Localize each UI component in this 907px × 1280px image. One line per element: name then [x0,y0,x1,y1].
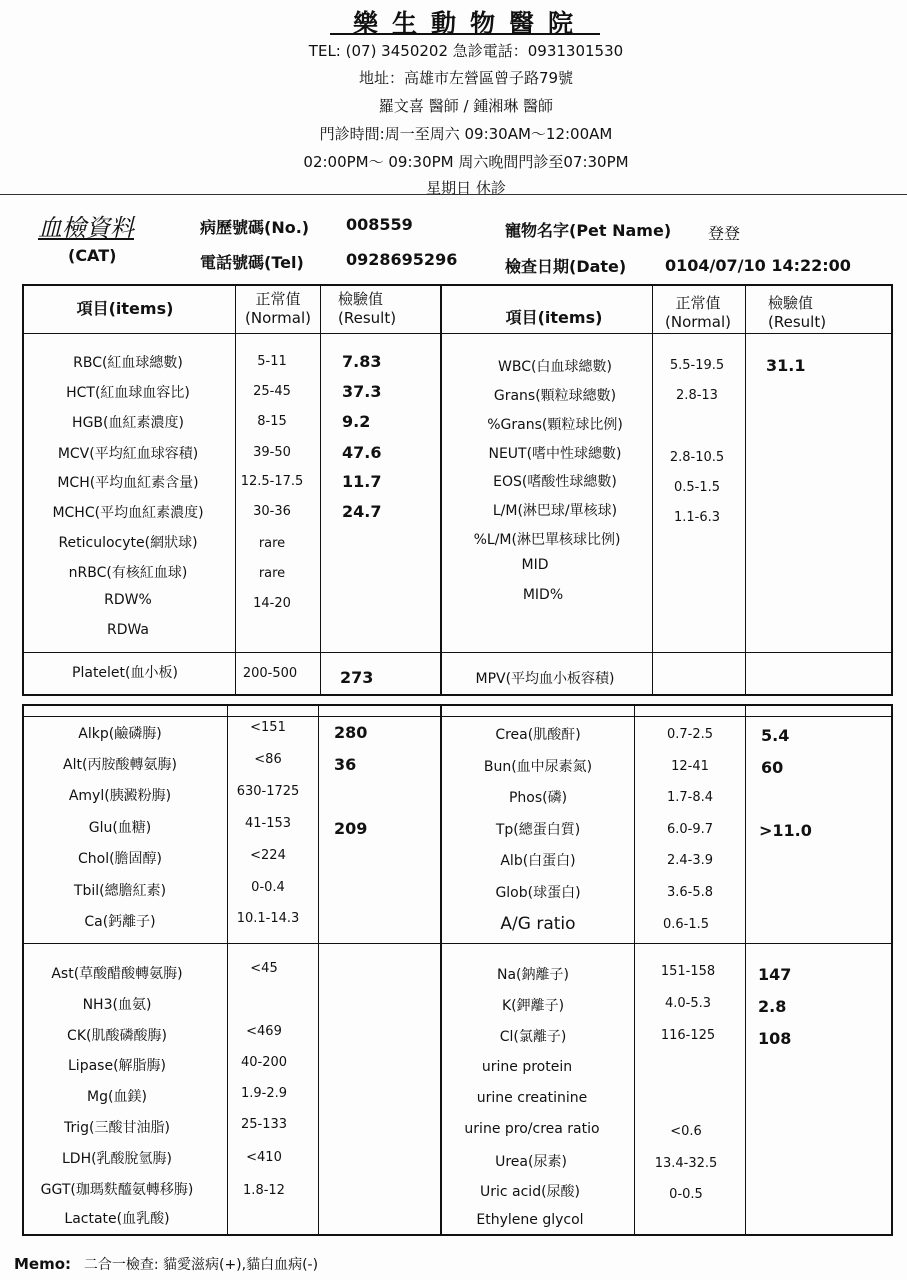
cbc-header-divider [22,333,893,334]
table-row-item: Mg(血鎂) [87,1089,147,1105]
table-row-result: 209 [334,819,368,838]
table-row-normal: rare [258,536,286,551]
table-row-normal: 1.8-12 [243,1183,285,1198]
table-row-result: 108 [758,1029,792,1048]
table-row-normal: 41-153 [244,816,292,831]
table-row-item: Cl(氯離子) [499,1029,567,1045]
table-row-normal: 1.9-2.9 [240,1086,288,1101]
table-row-result: 31.1 [766,356,806,375]
table-row-item: CK(肌酸磷酸脢) [67,1028,167,1044]
table-row-normal: 0-0.4 [251,880,285,895]
table-row-normal: <224 [250,848,286,863]
chem-section-divider [22,943,893,944]
platelet-result: 273 [340,668,374,687]
table-row-normal: 40-200 [240,1055,288,1070]
table-row-item: Crea(肌酸酐) [495,727,581,743]
table-row-normal: 3.6-5.8 [666,885,714,900]
table-row-item: L/M(淋巴球/單核球) [492,503,618,519]
phone-value: 0928695296 [346,250,458,269]
table-row-item: urine pro/crea ratio [464,1121,600,1137]
cbc-center-divider [440,284,442,696]
table-row-item: Bun(血中尿素氮) [483,759,593,775]
table-row-item: Na(鈉離子) [497,967,569,983]
table-row-result: 60 [761,758,784,777]
chem-col-divider [227,704,228,1236]
clinic-name: 樂生動物醫院 [352,9,588,38]
table-row-normal: 630-1725 [236,784,300,799]
memo-label: Memo: [14,1255,72,1273]
table-row-result: 47.6 [342,443,382,462]
table-row-item: HCT(紅血球血容比) [66,385,190,401]
table-row-item: Alt(丙胺酸轉氨脢) [63,757,177,773]
table-row-item: A/G ratio [500,914,576,934]
table-row-normal: 8-15 [257,414,287,429]
table-row-result: 5.4 [761,726,790,745]
species-label: (CAT) [68,246,117,265]
table-row-normal: <410 [246,1150,282,1165]
table-row-item: Tp(總蛋白質) [495,822,581,838]
table-row-normal: 10.1-14.3 [236,911,300,926]
pet-name-label: 寵物名字(Pet Name) [505,221,672,240]
table-row-normal: 14-20 [253,596,291,611]
table-row-result: 11.7 [342,472,382,491]
table-row-normal: 1.1-6.3 [673,510,721,525]
table-row-item: RDW% [104,592,152,608]
table-row-item: Alkp(鹼磷脢) [78,726,162,742]
cbc-col-divider [235,284,236,696]
table-row-result: 147 [758,965,792,984]
table-row-item: nRBC(有核紅血球) [68,565,188,581]
pet-name-value: 登登 [708,224,741,243]
table-row-item: Urea(尿素) [495,1154,567,1170]
table-row-item: MID% [522,587,564,603]
table-row-item: Lipase(解脂脢) [68,1058,166,1074]
header-result: 檢驗值 (Result) [768,294,827,331]
table-row-result: 7.83 [342,352,382,371]
table-row-normal: 12-41 [671,759,709,774]
table-row-normal: 25-45 [253,384,291,399]
table-row-normal: 25-133 [240,1117,288,1132]
table-row-item: RBC(紅血球總數) [73,355,183,371]
table-row-item: MCH(平均血紅素含量) [57,475,199,491]
header-result: 檢驗值 (Result) [338,290,397,327]
table-row-item: Lactate(血乳酸) [64,1211,170,1227]
cbc-platelet-divider [22,652,893,653]
table-row-item: Uric acid(尿酸) [479,1184,581,1200]
table-row-normal: <45 [250,961,278,976]
table-row-normal: <469 [246,1024,282,1039]
table-row-result: 36 [334,755,357,774]
record-no-value: 008559 [346,215,413,234]
table-row-item: urine protein [481,1059,573,1075]
table-row-normal: 39-50 [253,445,291,460]
table-row-result: 280 [334,723,368,742]
table-row-normal: 13.4-32.5 [654,1156,718,1171]
clinic-hours-1: 門診時間:周一至周六 09:30AM～12:00AM [319,125,613,143]
table-row-normal: 116-125 [660,1028,716,1043]
memo [14,1254,318,1274]
table-row-normal: <86 [254,752,282,767]
table-row-item: Ca(鈣離子) [84,914,156,930]
table-row-normal: <151 [250,720,286,735]
title-underline [330,33,600,35]
table-row-normal: 2.8-13 [676,388,718,403]
table-row-result: 37.3 [342,382,382,401]
table-row-normal: <0.6 [670,1124,702,1139]
table-row-item: Chol(膽固醇) [77,851,163,867]
table-row-item: %Grans(顆粒球比例) [487,417,623,433]
table-row-item: Phos(磷) [508,790,568,806]
table-row-normal: 4.0-5.3 [664,996,712,1011]
report-title: 血檢資料 [38,214,134,242]
table-row-normal: 12.5-17.5 [240,474,304,489]
clinic-hours-3: 星期日 休診 [426,179,506,197]
table-row-item: Reticulocyte(網狀球) [58,535,198,551]
table-row-normal: 0.6-1.5 [662,917,710,932]
table-row-item: Alb(白蛋白) [500,853,576,869]
table-row-normal: 6.0-9.7 [666,822,714,837]
table-row-item: NH3(血氨) [82,997,152,1013]
cbc-col-divider [652,284,653,696]
table-row-item: Grans(顆粒球總數) [493,388,617,404]
table-row-normal: 0.5-1.5 [673,480,721,495]
clinic-doctors: 羅文喜 醫師 / 鍾湘琳 醫師 [378,97,554,115]
table-row-item: EOS(嗜酸性球總數) [493,474,617,490]
table-row-item: WBC(白血球總數) [498,359,612,375]
table-row-item: Glob(球蛋白) [495,885,581,901]
cbc-col-divider [745,284,746,696]
table-row-item: Amyl(胰澱粉脢) [68,788,172,804]
clinic-hours-2: 02:00PM～ 09:30PM 周六晚間門診至07:30PM [303,153,629,171]
table-row-normal: 0.7-2.5 [666,727,714,742]
table-row-item: MID [521,557,549,573]
table-row-item: %L/M(淋巴單核球比例) [473,532,621,548]
header-normal: 正常值 (Normal) [665,294,731,331]
table-row-result: >11.0 [759,821,812,840]
table-row-result: 24.7 [342,502,382,521]
table-row-normal: 0-0.5 [669,1187,703,1202]
date-value: 0104/07/10 14:22:00 [665,256,851,275]
table-row-item: Tbil(總膽紅素) [73,883,167,899]
header-items: 項目(items) [76,299,174,318]
clinic-address: 地址：高雄市左營區曾子路79號 [358,69,574,87]
header-separator [0,194,907,195]
table-row-item: HGB(血紅素濃度) [72,415,184,431]
table-row-item: GGT(珈瑪麩醯氨轉移脢) [40,1182,194,1198]
table-row-result: 9.2 [342,412,371,431]
table-row-normal: rare [258,566,286,581]
chem-col-divider [318,704,319,1236]
header-normal: 正常值 (Normal) [245,290,311,327]
platelet-item: Platelet(血小板) [72,665,178,681]
table-row-normal: 5-11 [257,354,287,369]
table-row-normal: 2.8-10.5 [669,450,725,465]
header-items: 項目(items) [505,308,603,327]
table-row-result: 2.8 [758,997,787,1016]
chem-col-divider [634,704,635,1236]
record-no-label: 病歷號碼(No.) [200,218,310,237]
chem-top-rule [22,716,893,717]
table-row-item: LDH(乳酸脫氫脢) [61,1151,173,1167]
platelet-normal: 200-500 [242,666,298,681]
table-row-normal: 1.7-8.4 [666,790,714,805]
date-label: 檢查日期(Date) [505,257,627,276]
table-row-item: Glu(血糖) [88,820,152,836]
table-row-item: NEUT(嗜中性球總數) [488,446,622,462]
table-row-normal: 5.5-19.5 [669,358,725,373]
mpv-item: MPV(平均血小板容積) [475,671,615,687]
cbc-col-divider [320,284,321,696]
table-row-item: RDWa [106,622,150,638]
table-row-item: Ast(草酸醋酸轉氨脢) [51,966,183,982]
chem-col-divider [745,704,746,1236]
table-row-normal: 2.4-3.9 [666,853,714,868]
table-row-item: K(鉀離子) [501,998,565,1014]
chem-center-divider [440,704,442,1236]
table-row-item: urine creatinine [476,1090,588,1106]
table-row-item: Ethylene glycol [476,1212,584,1228]
table-row-item: Trig(三酸甘油脂) [64,1120,170,1136]
clinic-contact: TEL: (07) 3450202 急診電話：0931301530 [308,42,624,60]
table-row-item: MCV(平均紅血球容積) [57,446,199,462]
memo-text: 二合一檢查: 貓愛滋病(+),貓白血病(-) [83,1257,319,1273]
table-row-item: MCHC(平均血紅素濃度) [52,505,204,521]
table-row-normal: 30-36 [253,504,291,519]
phone-label: 電話號碼(Tel) [200,253,304,272]
table-row-normal: 151-158 [660,964,716,979]
